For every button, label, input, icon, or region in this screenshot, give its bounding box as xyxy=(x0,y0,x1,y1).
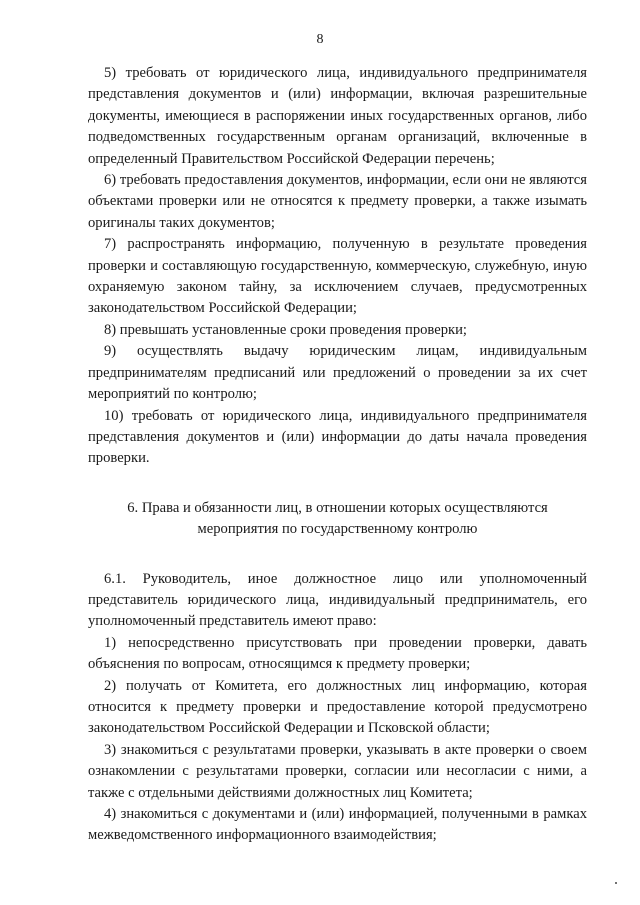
list-item: 8) превышать установленные сроки проведения проверки; xyxy=(104,321,467,338)
list-item: 1) непосредственно присутствовать при проведении проверки, давать объяснения по вопросам, относящимся к предмету проверки; xyxy=(88,634,587,673)
scan-dot xyxy=(615,882,617,884)
list-item: 10) требовать от юридического лица, индивидуального предпринимателя представления документов и (или) информации до даты начала проведения проверки. xyxy=(88,407,587,467)
page-number: 8 xyxy=(316,32,324,47)
list-item: 7) распространять информацию, полученную в результате проведения проверки и составляющую государственную, коммерческую, служебную, иную охраняемую законом тайну, за исключением случаев, предусмотренных законодательством Российской Федерации; xyxy=(88,236,587,317)
section-heading xyxy=(88,498,587,541)
list-item: 3) знакомиться с результатами проверки, указывать в акте проверки о своем ознакомлении с результатами проверки, согласии или несогласии с ними, а также с отдельными действиями должностных лиц Комитета; xyxy=(88,741,587,801)
section-heading-line1: 6. Права и обязанности лиц, в отношении которых осуществляются xyxy=(127,499,548,516)
list-item: 9) осуществлять выдачу юридическим лицам, индивидуальным предпринимателям предписаний или предложений о проведении за их счет мероприятий по контролю; xyxy=(88,343,587,403)
document-body xyxy=(88,63,587,847)
list-item: 4) знакомиться с документами и (или) информацией, полученными в рамках межведомственного информационного взаимодействия; xyxy=(88,806,587,844)
list-item: 2) получать от Комитета, его должностных лиц информацию, которая относится к предмету проверки и предоставление которой предусмотрено законодательством Российской Федерации и Псковской области; xyxy=(88,677,587,737)
clause-paragraph: 6.1. Руководитель, иное должностное лицо или уполномоченный представитель юридического лица, индивидуальный предприниматель, его уполномоченный представитель имеют право: xyxy=(88,570,587,630)
list-item: 6) требовать предоставления документов, информации, если они не являются объектами проверки или не относятся к предмету проверки, а также изымать оригиналы таких документов; xyxy=(88,172,587,231)
list-item: 5) требовать от юридического лица, индивидуального предпринимателя представления документов и (или) информации, включая разрешительные документы, имеющиеся в распоряжении иных государственных органов, либо подведомственных государственным органам организаций, включенные в определенный Правительством Российской Федерации перечень; xyxy=(88,65,587,167)
section-heading-line2: мероприятия по государственному контролю xyxy=(197,521,478,538)
